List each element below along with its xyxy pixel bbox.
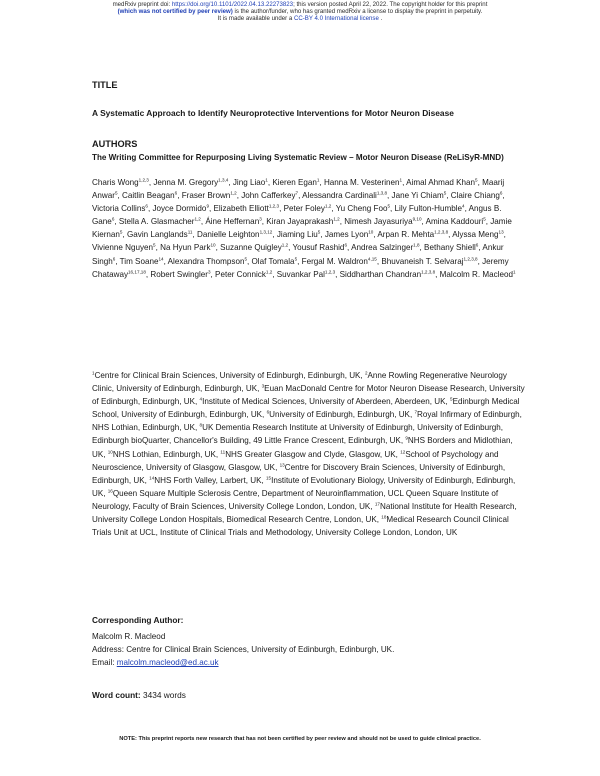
author-entry [252, 257, 298, 266]
affiliation-text: National Institute for Health Research, University College London Hospitals, Biomedical Research Centre, London, UK, [92, 501, 517, 525]
author-entry [392, 191, 447, 200]
affiliation-number: 16 [107, 488, 113, 494]
author-name: Charis Wong [92, 178, 139, 187]
author-list: Charis Wong$^{1,2,3}$, Jenna M. Gregory$^{1,3,4}$, Jing Liao$^1$, Kieren Egan$^1$, Hanna M. Vesterinen$^1$, Aimal Ahmad Khan$^5$, Maarij Anwar$^5$, Caitlin Beagan$^6$, Fraser Brown$^{1,2}$, John Cafferkey$^7$, Alessandra Cardinali$^{1,3,8}$, Jane Yi Chiam$^5$, Claire Chiang$^6$, Victoria Collins$^6$, Joyce Dormido$^9$, Elizabeth Elliott$^{1,2,3}$, Peter Foley$^{1,2}$, Yu Cheng Foo$^5$, Lily Fulton-Humble$^4$, Angus B. Gane$^6$, Stella A. Glasmacher$^{1,2}$, Áine Heffernan$^3$, Kiran Jayaprakash$^{1,2}$, Nimesh Jayasuriya$^{9,10}$, Amina Kaddouri$^5$, Jamie Kiernan$^5$, Gavin Langlands$^{11}$, Danielle Leighton$^{1,3,12}$, Jiaming Liu$^5$, James Lyon$^{10}$, Arpan R. Mehta$^{1,2,3,8}$, Alyssa Meng$^{13}$, Vivienne Nguyen$^5$, Na Hyun Park$^{10}$, Suzanne Quigley$^{1,2}$, Yousuf Rashid$^6$, Andrea Salzinger$^{1,8}$, Bethany Shiell$^6$, Ankur Singh$^6$, Tim Soane$^{14}$, Alexandra Thompson$^5$, Olaf Tomala$^5$, Fergal M. Waldron$^{4,15}$, Bhuvaneish T. Selvaraj$^{1,2,3,8}$, Jeremy Chataway$^{16,17,18}$, Robert Swingler$^3$, Peter Connick$^{1,2}$, Suvankar Pal$^{1,2,3}$, Siddharthan Chandran$^{1,2,3,8}$, Malcolm R. Macleod$^1$ [92, 177, 516, 279]
author-name: Jane Yi Chiam [391, 191, 444, 201]
author-entry [214, 204, 280, 213]
affiliation-number: 10 [107, 449, 113, 455]
author-name: Elizabeth Elliott [213, 204, 269, 214]
affiliation-number: 14 [149, 475, 155, 481]
author-affiliation-ref: 1,2 [281, 243, 289, 249]
author-affiliation-ref: 1 [265, 177, 268, 183]
author-name: Alyssa Meng [452, 230, 499, 240]
email-link[interactable]: malcolm.macleod@ed.ac.uk [116, 658, 219, 668]
author-affiliation-ref: 1 [512, 269, 516, 275]
affiliation-text: Centre for Clinical Brain Sciences, University of Edinburgh, Edinburgh, UK, [94, 371, 365, 380]
author-name: Jamie Kiernan [92, 217, 512, 240]
affiliation-entry [149, 476, 266, 485]
author-entry [406, 178, 477, 187]
author-name: Yousuf Rashid [292, 243, 345, 253]
author-affiliation-ref: 1,2,3 [268, 203, 280, 209]
author-entry [381, 257, 477, 266]
affiliation-entry [92, 371, 365, 380]
author-name: Olaf Tomala [251, 256, 295, 266]
author-name: Ankur Singh [92, 243, 504, 266]
author-affiliation-ref: 11 [187, 230, 193, 236]
corresponding-email [92, 656, 528, 669]
author-affiliation-ref: 3 [207, 269, 211, 275]
author-entry [92, 204, 148, 213]
author-name: Danielle Leighton [197, 230, 260, 240]
author-affiliation-ref: 5 [119, 230, 123, 236]
author-affiliation-ref: 6 [145, 203, 148, 209]
author-entry [324, 178, 402, 187]
author-affiliation-ref: 5 [443, 190, 447, 196]
author-affiliation-ref: 5 [483, 216, 486, 222]
author-affiliation-ref: 16,17,18 [128, 269, 146, 275]
author-name: Siddharthan Chandran [339, 269, 422, 279]
author-entry [122, 191, 177, 200]
author-entry [127, 230, 193, 239]
affiliation-number: 8 [199, 423, 203, 429]
author-name: Fraser Brown [181, 191, 231, 201]
author-affiliation-ref: 6 [111, 216, 115, 222]
corresponding-heading: Corresponding Author: [92, 615, 184, 625]
affiliation-number: 6 [266, 409, 270, 415]
affiliation-text: Queen Square Multiple Sclerosis Centre, Department of Neuroinflammation, UCL Queen Square Institute of Neurology, Faculty of Brain Sciences, University College London, London, UK, [92, 488, 499, 511]
author-entry [233, 178, 268, 187]
author-affiliation-ref: 1,2,3 [324, 269, 336, 275]
author-affiliation-ref: 10 [210, 243, 216, 249]
author-entry [92, 243, 156, 252]
address-text: Centre for Clinical Brain Sciences, University of Edinburgh, Edinburgh, UK. [126, 645, 395, 655]
affiliation-number: 4 [199, 396, 203, 402]
word-count-value: 3434 words [140, 690, 186, 700]
author-affiliation-ref: 1,3,4 [218, 177, 229, 183]
author-affiliation-ref: 5 [244, 256, 248, 262]
author-entry [205, 217, 261, 226]
author-entry [119, 217, 201, 226]
header-posted-text: ; this version posted April 22, 2022. The copyright holder for this preprint [293, 1, 488, 8]
author-name: Jeremy Chataway [92, 256, 509, 279]
affiliation-text: NHS Greater Glasgow and Clyde, Glasgow, UK, [225, 449, 401, 459]
corresponding-block [92, 630, 528, 669]
author-entry [340, 270, 436, 279]
author-entry [92, 178, 149, 187]
author-name: Amina Kaddouri [425, 217, 484, 227]
author-name: Arpan R. Mehta [377, 230, 435, 240]
author-name: Maarij Anwar [92, 178, 505, 201]
author-affiliation-ref: 14 [158, 256, 164, 262]
doi-link[interactable]: https://doi.org/10.1101/2022.04.13.22273823 [171, 1, 294, 8]
affiliation-number: 2 [364, 370, 368, 376]
affiliation-number: 15 [265, 475, 272, 481]
author-name: Kiran Jayaprakash [266, 217, 334, 227]
author-affiliation-ref: 6 [112, 256, 116, 262]
author-entry [215, 270, 272, 279]
affiliation-number: 5 [450, 396, 453, 402]
author-entry [302, 257, 377, 266]
affiliation-text: Anne Rowling Regenerative Neurology Clinic, University of Edinburgh, Edinburgh, UK, [92, 371, 507, 394]
author-affiliation-ref: 5 [294, 256, 298, 262]
author-affiliation-ref: 1,2 [230, 190, 237, 196]
author-entry [452, 230, 503, 239]
author-entry [424, 243, 478, 252]
author-entry [336, 204, 390, 213]
author-name: Angus B. Gane [92, 204, 502, 227]
word-count [92, 690, 528, 700]
affiliation-text: University of Edinburgh, Edinburgh, UK, [269, 410, 415, 420]
author-affiliation-ref: 3 [259, 216, 262, 222]
author-affiliation-ref: 5 [317, 230, 321, 236]
affiliation-number: 17 [374, 501, 380, 507]
author-affiliation-ref: 1,8 [413, 243, 420, 249]
affiliation-number: 18 [381, 514, 387, 520]
author-name: Suzanne Quigley [220, 243, 282, 253]
author-entry [160, 243, 216, 252]
author-name: Peter Foley [283, 204, 325, 214]
affiliation-text: Euan MacDonald Centre for Motor Neuron Disease Research, University of Edinburgh, Edinburgh, UK, [92, 384, 525, 407]
author-affiliation-ref: 5 [387, 203, 391, 209]
author-name: Tim Soane [119, 256, 159, 266]
author-name: Gavin Langlands [126, 230, 188, 240]
author-affiliation-ref: 6 [174, 190, 178, 196]
author-name: Peter Connick [215, 269, 266, 279]
author-name: Lily Fulton-Humble [394, 204, 462, 214]
affiliation-list [92, 369, 528, 539]
authors-heading: AUTHORS [92, 139, 138, 149]
author-name: Victoria Collins [92, 204, 146, 214]
affiliation-text: UK Dementia Research Institute at University of Edinburgh, University of Edinburgh, Edinburgh bioQuarter, Chancellor's Building, 49 Little France Crescent, Edinburgh, UK, [92, 423, 504, 446]
author-affiliation-ref: 1,2,3,8 [434, 230, 449, 236]
footer-note: NOTE: This preprint reports new research that has not been certified by peer review and should not be used to guide clinical practice. [119, 736, 481, 742]
author-entry [120, 257, 164, 266]
author-entry [266, 217, 339, 226]
email-label: Email: [92, 658, 117, 668]
committee-name: The Writing Committee for Repurposing Living Systematic Review – Motor Neuron Disease (ReLiSyR-MND) [92, 153, 504, 162]
author-entry [277, 270, 335, 279]
corresponding-address [92, 643, 528, 656]
affiliation-text: NHS Forth Valley, Larbert, UK, [154, 475, 266, 485]
author-name: Hanna M. Vesterinen [323, 178, 400, 187]
preprint-header [0, 1, 600, 23]
author-affiliation-ref: 1,3,8 [376, 190, 388, 196]
author-entry [426, 217, 486, 226]
title-heading: TITLE [92, 80, 118, 90]
affiliation-text: NHS Lothian, Edinburgh, UK, [112, 449, 221, 459]
author-entry [377, 230, 448, 239]
author-entry [351, 243, 419, 252]
author-name: Caitlin Beagan [122, 191, 175, 201]
affiliation-entry [220, 450, 400, 459]
author-entry [451, 191, 503, 200]
author-affiliation-ref: 1,2,3,8 [421, 269, 436, 275]
corresponding-name: Malcolm R. Macleod [92, 632, 166, 641]
author-entry [325, 230, 373, 239]
author-entry [395, 204, 465, 213]
author-affiliation-ref: 6 [475, 243, 479, 249]
author-affiliation-ref: 9 [206, 203, 209, 209]
author-name: Malcolm R. Macleod [439, 269, 513, 279]
author-name: Áine Heffernan [205, 217, 260, 227]
author-name: Alexandra Thompson [167, 256, 245, 266]
author-name: Kieren Egan [272, 178, 317, 187]
author-entry [168, 257, 247, 266]
affiliation-number: 3 [261, 383, 265, 389]
author-name: Na Hyun Park [160, 243, 211, 253]
author-name: Joyce Dormido [152, 204, 207, 214]
author-affiliation-ref: 10 [368, 230, 374, 236]
author-entry [197, 230, 272, 239]
author-affiliation-ref: 5 [475, 177, 478, 183]
affiliation-entry [200, 397, 450, 406]
word-count-label: Word count: [92, 690, 141, 700]
address-label: Address: [92, 645, 127, 655]
author-name: Jiaming Liu [276, 230, 318, 240]
author-name: Jing Liao [232, 178, 266, 187]
affiliation-number: 7 [414, 409, 417, 415]
author-affiliation-ref: 4,15 [367, 256, 377, 262]
author-affiliation-ref: 1,2 [324, 203, 332, 209]
author-entry [182, 191, 237, 200]
author-entry [241, 191, 298, 200]
author-affiliation-ref: 13 [498, 230, 504, 236]
license-link[interactable]: CC-BY 4.0 International license [293, 15, 379, 23]
author-entry [153, 178, 228, 187]
author-affiliation-ref: 4 [462, 203, 465, 209]
affiliation-number: 11 [220, 449, 226, 455]
author-affiliation-ref: 1 [316, 177, 320, 183]
affiliation-text: Royal Infirmary of Edinburgh, NHS Lothian, Edinburgh, UK, [92, 410, 522, 433]
affiliation-text: Centre for Discovery Brain Sciences, University of Edinburgh, Edinburgh, UK, [92, 462, 506, 485]
author-name: Suvankar Pal [276, 269, 325, 279]
author-name: Fergal M. Waldron [301, 256, 368, 266]
author-name: Andrea Salzinger [351, 243, 414, 253]
author-affiliation-ref: 1,3,12 [259, 230, 273, 236]
author-name: James Lyon [324, 230, 369, 240]
author-affiliation-ref: 1 [399, 177, 403, 183]
header-prefix: medRxiv preprint doi: [112, 1, 172, 8]
author-entry [293, 243, 347, 252]
author-affiliation-ref: 1,2 [194, 216, 201, 222]
affiliation-number: 13 [279, 462, 285, 468]
author-affiliation-ref: 1,2 [333, 216, 340, 222]
author-affiliation-ref: 1,2 [265, 269, 273, 275]
affiliation-text: Edinburgh Medical School, University of Edinburgh, Edinburgh, UK, [92, 397, 520, 420]
license-prefix: It is made available under a [217, 15, 294, 23]
author-name: Vivienne Nguyen [92, 243, 154, 253]
author-affiliation-ref: 1,2,3 [138, 177, 149, 183]
author-name: Claire Chiang [450, 191, 500, 201]
author-name: Bethany Shiell [424, 243, 476, 253]
author-entry [277, 230, 321, 239]
affiliation-text: School of Psychology and Neuroscience, University of Glasgow, Glasgow, UK, [92, 449, 499, 472]
author-entry [440, 270, 516, 279]
author-affiliation-ref: 9,10 [412, 216, 422, 222]
affiliation-number: 12 [400, 449, 406, 455]
affiliation-text: NHS Borders and Midlothian, UK, [92, 436, 513, 459]
author-affiliation-ref: 6 [344, 243, 347, 249]
author-name: Stella A. Glasmacher [118, 217, 195, 227]
author-affiliation-ref: 5 [153, 243, 156, 249]
author-name: Yu Cheng Foo [335, 204, 388, 214]
author-name: John Cafferkey [241, 191, 296, 201]
author-entry [302, 191, 387, 200]
affiliation-entry [108, 450, 221, 459]
author-name: Aimal Ahmad Khan [406, 178, 476, 187]
paper-title: A Systematic Approach to Identify Neuroprotective Interventions for Motor Neuron Disease [92, 108, 454, 118]
author-entry [344, 217, 421, 226]
author-affiliation-ref: 1,2,3,8 [463, 256, 478, 262]
author-entry [272, 178, 319, 187]
affiliation-text: Institute of Medical Sciences, University of Aberdeen, Aberdeen, UK, [202, 397, 450, 407]
author-entry [220, 243, 288, 252]
author-name: Alessandra Cardinali [302, 191, 377, 201]
affiliation-entry [267, 410, 415, 419]
peer-review-notice: (which was not certified by peer review) [117, 8, 233, 16]
license-suffix: . [378, 15, 383, 23]
affiliation-number: 9 [405, 436, 408, 442]
author-name: Robert Swingler [150, 269, 208, 279]
author-name: Jenna M. Gregory [153, 178, 219, 187]
author-affiliation-ref: 5 [114, 190, 118, 196]
author-entry [152, 204, 209, 213]
license-statement: is the author/funder, who has granted medRxiv a license to display the preprint in perpetuity. [232, 8, 483, 16]
author-entry [284, 204, 332, 213]
author-affiliation-ref: 6 [499, 190, 503, 196]
affiliation-text: Medical Research Council Clinical Trials Unit at UCL, Institute of Clinical Trials and Methodology, University College London, London, UK [92, 515, 509, 538]
affiliation-number: 1 [92, 370, 95, 376]
author-affiliation-ref: 7 [295, 190, 299, 196]
author-name: Nimesh Jayasuriya [344, 217, 413, 227]
affiliation-text: Institute of Evolutionary Biology, University of Edinburgh, Edinburgh, UK, [92, 475, 516, 498]
author-entry [150, 270, 210, 279]
author-name: Bhuvaneish T. Selvaraj [381, 256, 464, 266]
